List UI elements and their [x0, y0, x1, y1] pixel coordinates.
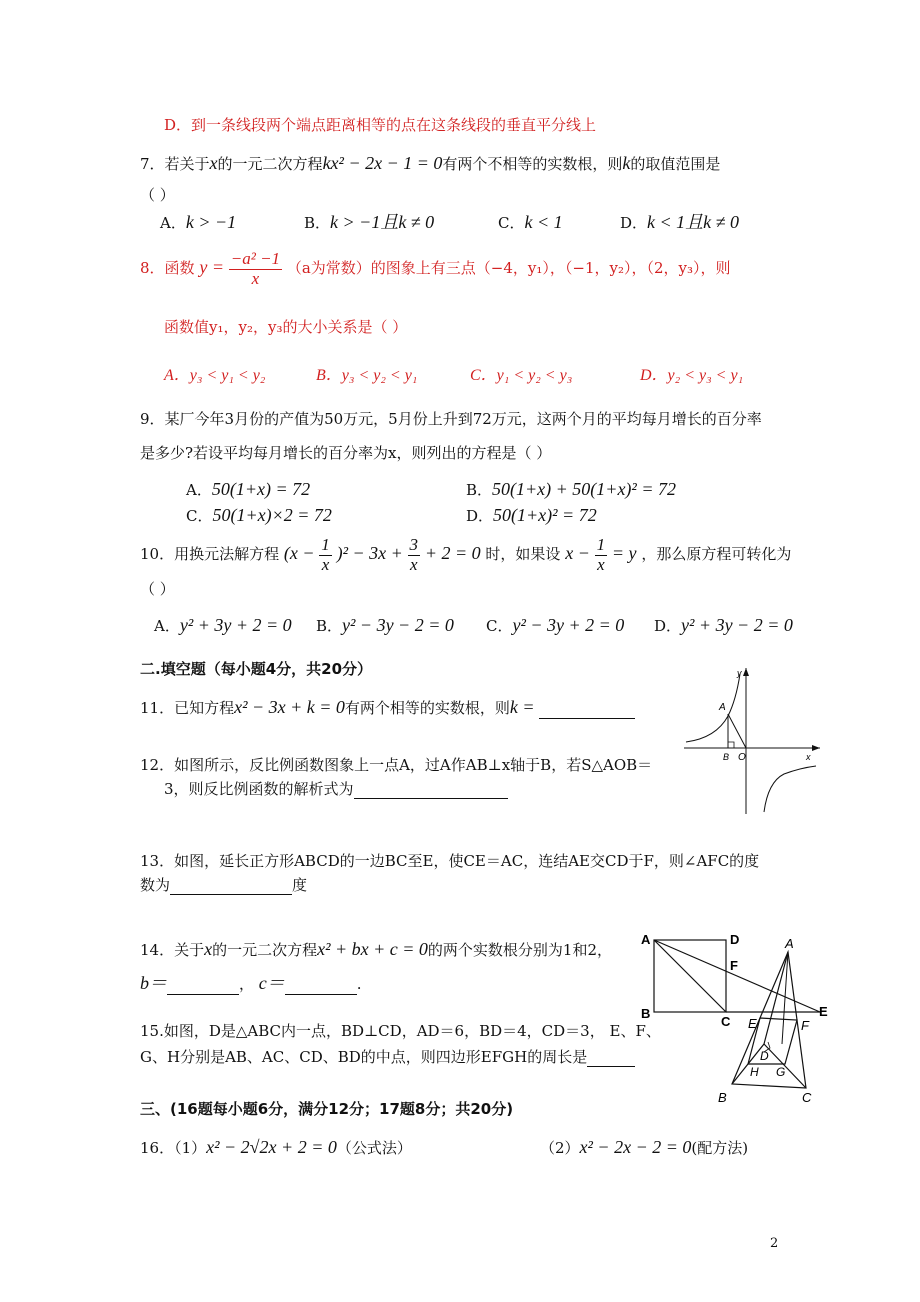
q8-fraction: $\frac{\text{−a² −1}}{x}$ — [230, 249, 281, 288]
label-c: C — [721, 1014, 731, 1026]
q12-line2: 3，则反比例函数的解析式为 — [164, 780, 508, 799]
q15-line1: 15.如图，D是△ABC内一点，BD⊥CD，AD＝6，BD＝4，CD＝3， E、F、 — [140, 1022, 661, 1040]
q10-stem: 10．用换元法解方程 (x − $\frac{1}{x}$ )² − 3x + $\frac{3}{x}$ + 2 = 0 时，如果设 x − $\frac{1}{x}$ = y ，那么原方程可转化为 — [140, 535, 792, 574]
q7-option-c: C．k < 1 — [498, 212, 563, 232]
q10-option-d: D．y² + 3y − 2 = 0 — [654, 615, 793, 635]
label-b: B — [718, 1090, 727, 1105]
q9-line2: 是多少?若设平均每月增长的百分率为x，则列出的方程是（ ） — [140, 444, 552, 462]
q15-line2: G、H分别是AB、AC、CD、BD的中点，则四边形EFGH的周长是 — [140, 1048, 635, 1067]
q8-option-a: A．y₃ < y₁ < y₂ — [164, 367, 266, 384]
y-axis-arrow-icon — [743, 668, 749, 676]
q14-b-blank[interactable] — [167, 978, 239, 995]
label-h: H — [750, 1065, 759, 1079]
q14-c-blank[interactable] — [285, 978, 357, 995]
q12-answer-blank[interactable] — [354, 782, 508, 799]
q13-line2: 数为 度 — [140, 876, 308, 894]
q14-answers: b＝ ， c＝ . — [140, 973, 362, 993]
q6-option-d: D．到一条线段两个端点距离相等的点在这条线段的垂直平分线上 — [164, 116, 597, 134]
triangle-figure — [712, 934, 820, 1106]
q16-part1: 16．（1）x² − 2√2x + 2 = 0（公式法） — [140, 1137, 412, 1157]
label-b: B — [641, 1006, 651, 1021]
q15-answer-blank[interactable] — [587, 1050, 635, 1067]
q10-option-c: C．y² − 3y + 2 = 0 — [486, 615, 625, 635]
section2-title: 二.填空题（每小题4分，共20分） — [140, 660, 373, 678]
q9-option-d: D．50(1+x)² = 72 — [466, 505, 597, 525]
label-x: x — [806, 752, 811, 762]
label-a: A — [785, 936, 794, 951]
q16-part2: （2）x² − 2x − 2 = 0(配方法) — [540, 1137, 749, 1157]
hyperbola-branch-right — [764, 766, 816, 812]
q8-option-b: B．y₃ < y₂ < y₁ — [316, 367, 418, 384]
q8-stem-line2: 函数值y₁，y₂，y₃的大小关系是（ ） — [164, 318, 408, 336]
label-y: y — [737, 668, 742, 678]
label-d: D — [730, 932, 740, 947]
q7-paren: （ ） — [140, 186, 175, 204]
label-b: B — [723, 752, 730, 762]
label-f: F — [801, 1018, 809, 1033]
q10-option-a: A．y² + 3y + 2 = 0 — [154, 615, 292, 635]
q8-option-d: D．y₂ < y₃ < y₁ — [640, 367, 744, 384]
segment-ad — [764, 952, 788, 1044]
q9-line1: 9．某厂今年3月份的产值为50万元，5月份上升到72万元，这两个月的平均每月增长的百分率 — [140, 410, 762, 428]
label-a: A — [719, 702, 726, 713]
q7-option-a: A．k > −1 — [160, 212, 237, 232]
q11-stem: 11．已知方程x² − 3x + k = 0有两个相等的实数根，则k = — [140, 696, 635, 719]
q8-option-c: C．y₁ < y₂ < y₃ — [470, 367, 573, 384]
segments-bd-cd — [732, 1044, 806, 1088]
page-number: 2 — [770, 1236, 779, 1251]
label-e: E — [819, 1004, 828, 1019]
q7-stem: 7．若关于x的一元二次方程kx² − 2x − 1 = 0有两个不相等的实数根，则k的取值范围是 — [140, 153, 721, 173]
q13-answer-blank[interactable] — [170, 878, 292, 895]
q9-option-c: C．50(1+x)×2 = 72 — [186, 505, 332, 525]
right-angle-mark — [728, 742, 734, 748]
label-g: G — [776, 1065, 786, 1079]
x-axis-arrow-icon — [812, 745, 820, 751]
label-c: C — [802, 1090, 812, 1105]
q7-equation: kx² − 2x − 1 = 0 — [322, 153, 443, 173]
q9-option-b: B．50(1+x) + 50(1+x)² = 72 — [466, 479, 676, 499]
label-a: A — [641, 932, 651, 947]
hyperbola-figure — [676, 664, 826, 816]
label-f: F — [730, 958, 738, 973]
q12-line1: 12．如图所示，反比例函数图象上一点A，过A作AB⊥x轴于B，若S△AOB＝ — [140, 756, 653, 774]
q7-option-d: D．k < 1且k ≠ 0 — [620, 212, 740, 232]
label-e: E — [748, 1016, 757, 1031]
segment-ao — [728, 714, 746, 748]
label-o: O — [738, 752, 746, 763]
q14-stem: 14．关于x的一元二次方程x² + bx + c = 0的两个实数根分别为1和2， — [140, 939, 613, 959]
q9-option-a: A．50(1+x) = 72 — [186, 479, 311, 499]
hyperbola-branch-left — [686, 674, 740, 742]
q10-paren: （ ） — [140, 580, 175, 598]
q13-line1: 13．如图，延长正方形ABCD的一边BC至E，使CE＝AC，连结AE交CD于F，则∠AFC的度 — [140, 852, 760, 870]
q10-option-b: B．y² − 3y − 2 = 0 — [316, 615, 454, 635]
q11-answer-blank[interactable] — [539, 702, 635, 719]
q7-option-b: B．k > −1且k ≠ 0 — [304, 212, 435, 232]
section3-title: 三、(16题每小题6分，满分12分；17题8分；共20分) — [140, 1100, 514, 1118]
label-d: D — [760, 1049, 769, 1063]
q8-stem: 8．函数 y = $\frac{\text{−a² −1}}{x}$ （a为常数）的图象上有三点（−4，y₁），（−1，y₂），（2，y₃），则 — [140, 249, 731, 288]
